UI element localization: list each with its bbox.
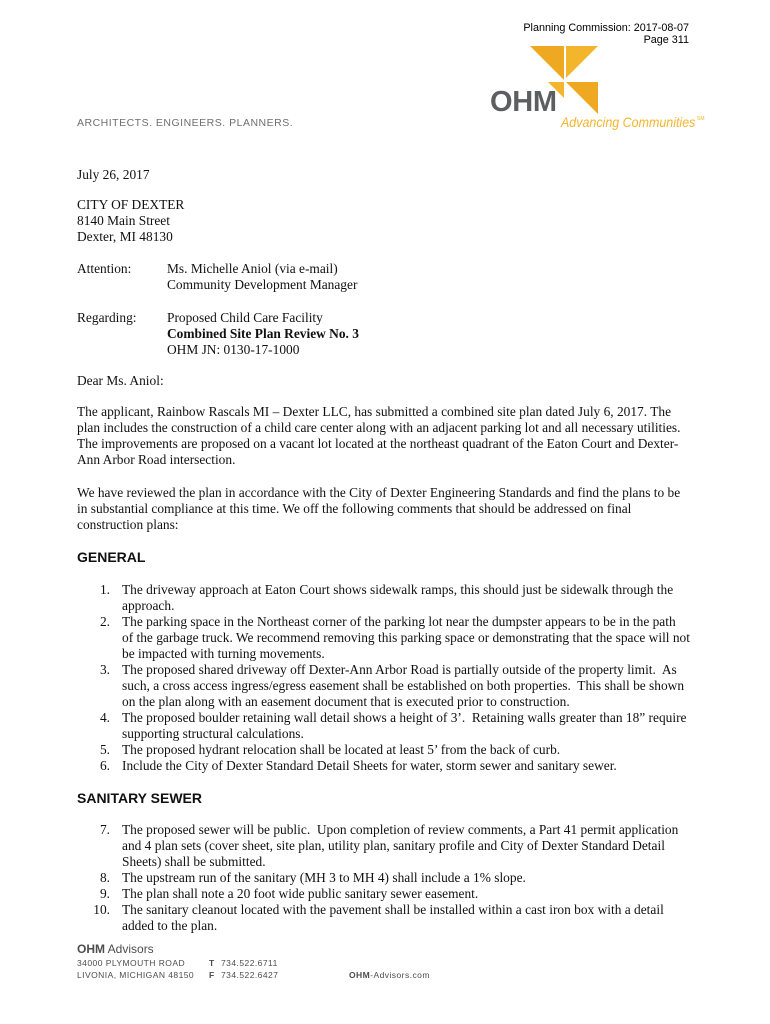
item-text-line: The proposed hydrant relocation shall be located at least 5’ from the back of curb. [122, 742, 561, 757]
paragraph-line: plan includes the construction of a child care center along with an adjacent parking lot and all necessary utilities. [77, 420, 681, 435]
list-item [77, 870, 678, 886]
item-number: 9. [99, 886, 110, 901]
item-text-line: The proposed boulder retaining wall detail shows a height of 3’. Retaining walls greater than 18” require [122, 710, 687, 725]
item-number: 1. [99, 582, 110, 597]
recipient-address [77, 197, 184, 245]
item-number: 2. [99, 614, 110, 629]
fax-row [209, 969, 278, 981]
general-comments-list [77, 582, 690, 774]
list-item [77, 886, 678, 902]
item-number: 7. [99, 822, 110, 837]
recipient-line: CITY OF DEXTER [77, 197, 185, 212]
list-item [77, 902, 678, 934]
phone-label: T [209, 958, 215, 968]
item-text-line: and 4 plan sets (cover sheet, site plan, utility plan, sanitary profile and City of Dexter Standard Detail [122, 838, 665, 853]
regarding-line: Proposed Child Care Facility [167, 310, 323, 325]
attention-line: Community Development Manager [167, 277, 358, 292]
fax-number: 734.522.6427 [221, 970, 279, 980]
brand-slogan: Advancing Communities [561, 114, 696, 130]
list-item [77, 742, 690, 758]
regarding-value [167, 310, 359, 358]
paragraph-line: Ann Arbor Road intersection. [77, 452, 236, 467]
item-text-line: of the garbage truck. We recommend removing this parking space or demonstrating that the space will not [122, 630, 690, 645]
attention-block [77, 261, 357, 293]
item-number: 4. [99, 710, 110, 725]
phone-number: 734.522.6711 [221, 958, 278, 968]
list-item [77, 614, 690, 662]
footer-company [77, 942, 154, 956]
item-text-line: approach. [122, 598, 175, 613]
item-text-line: such, a cross access ingress/egress easement shall be established on both properties. This shall be shown [122, 678, 685, 693]
item-text-line: The upstream run of the sanitary (MH 3 to MH 4) shall include a 1% slope. [122, 870, 526, 885]
salutation [77, 373, 164, 389]
address-line: LIVONIA, MICHIGAN 48150 [77, 970, 195, 980]
paragraph-line: The applicant, Rainbow Rascals MI – Dexter LLC, has submitted a combined site plan dated July 6, 2017. The [77, 404, 672, 419]
list-item [77, 822, 678, 870]
logo-triangle [530, 46, 564, 80]
meeting-label: Planning Commission: 2017-08-07 [523, 22, 689, 34]
date-text: July 26, 2017 [77, 167, 150, 182]
item-text-line: added to the plan. [122, 918, 218, 933]
item-text-line: The parking space in the Northeast corner of the parking lot near the dumpster appears to be in the path [122, 614, 676, 629]
review-title: Combined Site Plan Review No. 3 [167, 326, 359, 341]
attention-value [167, 261, 357, 293]
recipient-line: 8140 Main Street [77, 213, 170, 228]
logo-triangle [566, 82, 598, 114]
item-number: 6. [99, 758, 110, 773]
job-number: OHM JN: 0130-17-1000 [167, 342, 300, 357]
ohm-logo-wordmark: OHM [490, 86, 557, 118]
list-item [77, 582, 690, 614]
general-heading: GENERAL [77, 549, 146, 565]
footer-company-mark: OHM [77, 942, 105, 956]
list-item [77, 758, 690, 774]
paragraph-line: in substantial compliance at this time. We off the following comments that should be addressed on final [77, 501, 632, 516]
list-item [77, 662, 690, 710]
item-text-line: supporting structural calculations. [122, 726, 304, 741]
sanitary-comments-list [77, 822, 678, 934]
review-paragraph [77, 485, 680, 533]
item-number: 3. [99, 662, 110, 677]
salutation-text: Dear Ms. Aniol: [77, 373, 164, 388]
firm-tagline: ARCHITECTS. ENGINEERS. PLANNERS. [77, 117, 294, 129]
item-number: 8. [99, 870, 110, 885]
website-mark: OHM [349, 970, 371, 980]
phone-row [209, 957, 278, 969]
footer-contact [209, 957, 278, 981]
address-line: 34000 PLYMOUTH ROAD [77, 958, 186, 968]
item-number: 10. [93, 902, 110, 917]
paragraph-line: construction plans: [77, 517, 179, 532]
paragraph-line: We have reviewed the plan in accordance with the City of Dexter Engineering Standards and find the plans to be [77, 485, 681, 500]
list-item [77, 710, 690, 742]
fax-label: F [209, 970, 215, 980]
service-mark: SM [697, 116, 705, 122]
paragraph-line: The improvements are proposed on a vacant lot located at the northeast quadrant of the Eaton Court and Dexter- [77, 436, 679, 451]
intro-paragraph [77, 404, 680, 468]
item-text-line: Sheets) shall be submitted. [122, 854, 266, 869]
recipient-line: Dexter, MI 48130 [77, 229, 173, 244]
page-number: Page 311 [643, 34, 689, 46]
footer-company-name: Advisors [107, 942, 154, 956]
item-text-line: The proposed shared driveway off Dexter-Ann Arbor Road is partially outside of the property limit. As [122, 662, 677, 677]
item-text-line: Include the City of Dexter Standard Detail Sheets for water, storm sewer and sanitary sewer. [122, 758, 617, 773]
attention-line: Ms. Michelle Aniol (via e-mail) [167, 261, 338, 276]
sanitary-sewer-heading: SANITARY SEWER [77, 790, 202, 806]
item-text-line: The driveway approach at Eaton Court shows sidewalk ramps, this should just be sidewalk through the [122, 582, 674, 597]
attention-label: Attention: [77, 261, 132, 276]
item-text-line: be impacted with turning movements. [122, 646, 325, 661]
footer-address [77, 957, 194, 981]
website-domain: -Advisors.com [370, 970, 430, 980]
item-text-line: on the plan along with an easement document that is executed prior to construction. [122, 694, 570, 709]
regarding-block [77, 310, 359, 358]
logo-triangle [566, 46, 598, 78]
item-text-line: The sanitary cleanout located with the pavement shall be installed within a cast iron box with a detail [122, 902, 664, 917]
item-number: 5. [99, 742, 110, 757]
item-text-line: The plan shall note a 20 foot wide public sanitary sewer easement. [122, 886, 479, 901]
page-header [523, 22, 689, 46]
regarding-label: Regarding: [77, 310, 137, 325]
footer-website [349, 969, 430, 981]
letter-date [77, 167, 150, 183]
item-text-line: The proposed sewer will be public. Upon completion of review comments, a Part 41 permit application [122, 822, 679, 837]
